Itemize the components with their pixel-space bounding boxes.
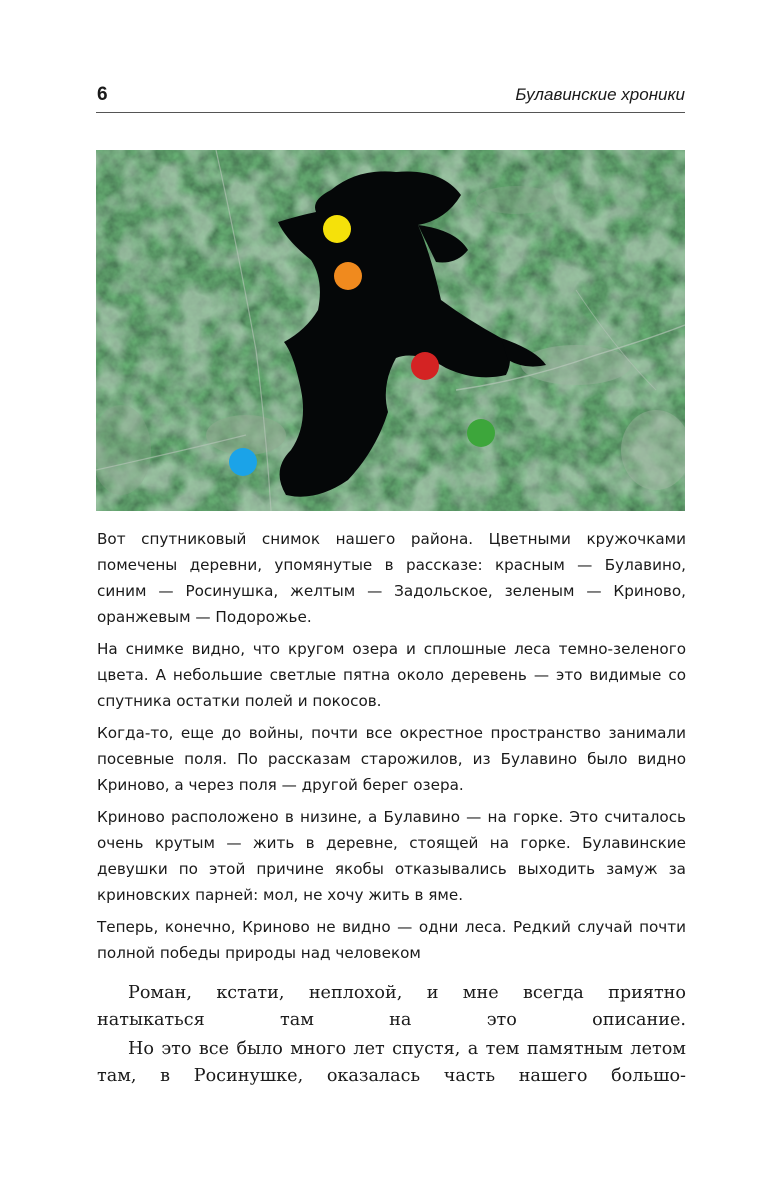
satellite-map [96, 150, 685, 511]
yellow-village-marker [323, 215, 351, 243]
body-paragraph: Роман, кстати, неплохой, и мне всегда приятно натыкаться там на это описание. [97, 983, 686, 1030]
body-paragraph: Но это все было много лет спустя, а тем памятным летом там, в Росинушке, оказалась часть нашего большо- [97, 1039, 686, 1086]
red-village-marker [411, 352, 439, 380]
caption-paragraph: На снимке видно, что кругом озера и сплошные леса темно-зеленого цвета. А небольшие светлые пятна около деревень — это видимые со спутника остатки полей и покосов. [97, 640, 686, 710]
caption-paragraph: Теперь, конечно, Криново не видно — одни леса. Редкий случай почти полной победы природы над человеком [97, 918, 686, 962]
caption-paragraph: Криново расположено в низине, а Булавино — на горке. Это считалось очень крутым — жить в деревне, стоящей на горке. Булавинские девушки по этой причине якобы отказывались выходить замуж за криновских парней: мол, не хочу жить в яме. [97, 808, 686, 904]
page-number: 6 [97, 84, 108, 105]
orange-village-marker [334, 262, 362, 290]
green-village-marker [467, 419, 495, 447]
caption-paragraph: Когда-то, еще до войны, почти все окрестное пространство занимали посевные поля. По рассказам старожилов, из Булавино было видно Криново, а через поля — другой берег озера. [97, 724, 686, 794]
blue-village-marker [229, 448, 257, 476]
header-rule [96, 112, 685, 113]
caption-paragraph: Вот спутниковый снимок нашего района. Цветными кружочками помечены деревни, упомянутые в рассказе: красным — Булавино, синим — Росинушка, желтым — Задольское, зеленым — Криново, оранжевым — Подорожье. [97, 530, 686, 626]
map-caption [97, 526, 686, 972]
body-text [97, 980, 686, 1092]
running-title: Булавинские хроники [515, 85, 685, 104]
